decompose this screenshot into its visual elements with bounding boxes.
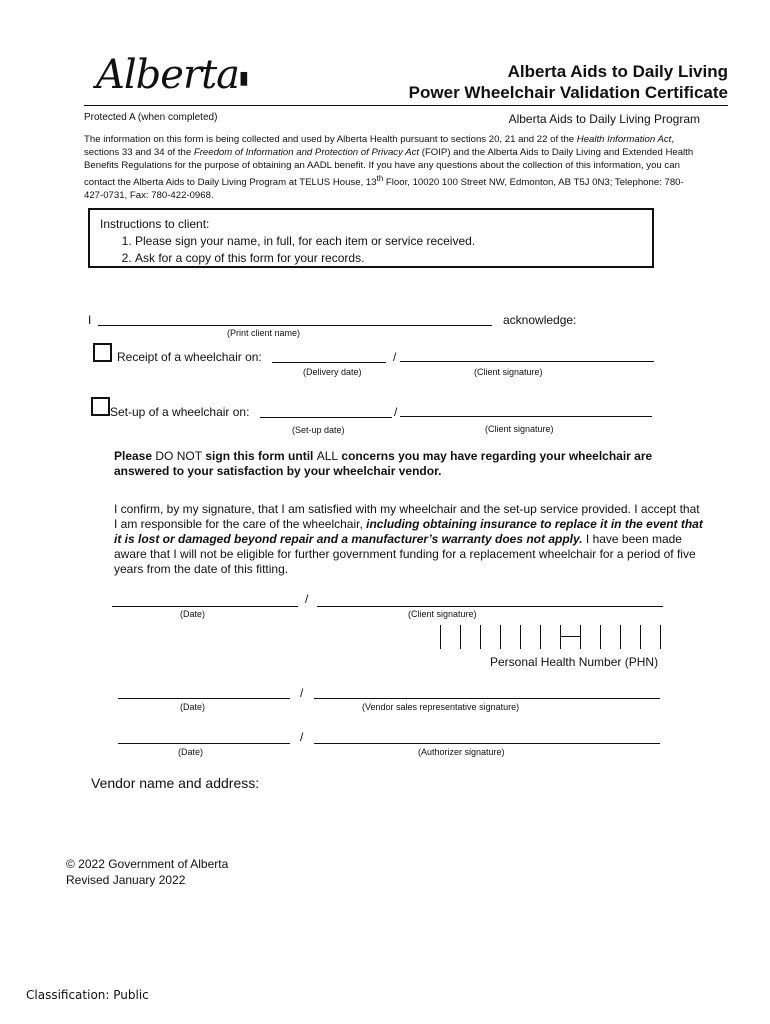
authorizer-signature-label: (Authorizer signature) xyxy=(418,747,505,757)
alberta-logo: Alberta▮ xyxy=(96,52,248,98)
slash: / xyxy=(305,592,309,606)
delivery-date-field[interactable] xyxy=(272,362,386,363)
slash: / xyxy=(394,405,398,419)
vendor-date-field[interactable] xyxy=(118,698,290,699)
revised-date: Revised January 2022 xyxy=(66,873,186,887)
authorizer-date-field[interactable] xyxy=(118,743,290,744)
client-date-field[interactable] xyxy=(112,606,298,607)
phn-label: Personal Health Number (PHN) xyxy=(490,655,659,669)
client-signature-field[interactable] xyxy=(317,606,663,607)
acknowledge-prefix: I xyxy=(88,313,92,327)
confirmation-text: I confirm, by my signature, that I am satisfied with my wheelchair and the set-up service provided. I accept that I am responsible for the care of the wheelchair, including obtaining insurance to replace it in the event that it is lost or damaged beyond repair and a manufacturer’s warranty does not apply. I have been made aware that I will not be eligible for further government funding for a replacement wheelchair for a period of five years from the date of this fitting. xyxy=(114,502,703,576)
classification: Classification: Public xyxy=(26,988,149,1002)
setup-signature-field[interactable] xyxy=(400,416,652,417)
instruction-item: 1. Please sign your name, in full, for each item or service received. xyxy=(135,233,652,250)
date-label: (Date) xyxy=(180,609,206,619)
setup-date-field[interactable] xyxy=(260,417,392,418)
program-label: Alberta Aids to Daily Living Program xyxy=(508,112,700,126)
vendor-name-address-label: Vendor name and address: xyxy=(91,775,260,791)
client-signature-label: (Client signature) xyxy=(408,609,477,619)
receipt-signature-label: (Client signature) xyxy=(474,367,543,377)
setup-label: Set-up of a wheelchair on: xyxy=(110,405,250,419)
receipt-label: Receipt of a wheelchair on: xyxy=(117,350,262,364)
authorizer-signature-field[interactable] xyxy=(314,743,660,744)
client-name-field[interactable] xyxy=(98,325,492,326)
receipt-signature-field[interactable] xyxy=(400,361,654,362)
vendor-signature-label: (Vendor sales representative signature) xyxy=(362,702,520,712)
delivery-date-label: (Delivery date) xyxy=(303,367,362,377)
form-title: Alberta Aids to Daily Living xyxy=(507,62,728,81)
header-divider xyxy=(84,105,728,106)
receipt-checkbox[interactable] xyxy=(93,343,112,362)
instructions-heading: Instructions to client: xyxy=(100,217,210,231)
phn-input[interactable] xyxy=(440,625,661,649)
setup-signature-label: (Client signature) xyxy=(485,424,554,434)
slash: / xyxy=(393,350,397,364)
vendor-signature-field[interactable] xyxy=(314,698,660,699)
acknowledge-suffix: acknowledge: xyxy=(503,313,577,327)
privacy-notice: The information on this form is being collected and used by Alberta Health pursuant to sections 20, 21 and 22 of the Health Information Act, sections 33 and 34 of the Freedom of Information and Protection of Privacy Act (FOIP) and the Alberta Aids to Daily Living and Extended Health Benefits Regulations for the purpose of obtaining an AADL benefit. If you have any questions about the collection of this information, you can contact the Alberta Aids to Daily Living Program at TELUS House, 13th Floor, 10020 100 Street NW, Edmonton, AB T5J 0N3; Telephone: 780-427-0731, Fax: 780-422-0968. xyxy=(84,134,694,202)
instructions-box xyxy=(88,208,654,268)
date-label: (Date) xyxy=(178,747,204,757)
slash: / xyxy=(300,730,304,744)
copyright: © 2022 Government of Alberta xyxy=(66,857,229,871)
instruction-item: 2. Ask for a copy of this form for your records. xyxy=(135,250,652,267)
slash: / xyxy=(300,686,304,700)
print-name-label: (Print client name) xyxy=(227,328,301,338)
warning-text: Please DO NOT sign this form until ALL concerns you may have regarding your wheelchair are answered to your satisfaction by your wheelchair vendor. xyxy=(114,449,653,478)
protected-label: Protected A (when completed) xyxy=(84,112,218,123)
setup-checkbox[interactable] xyxy=(91,397,110,416)
form-subtitle: Power Wheelchair Validation Certificate xyxy=(408,83,728,102)
date-label: (Date) xyxy=(180,702,206,712)
setup-date-label: (Set-up date) xyxy=(292,425,345,435)
